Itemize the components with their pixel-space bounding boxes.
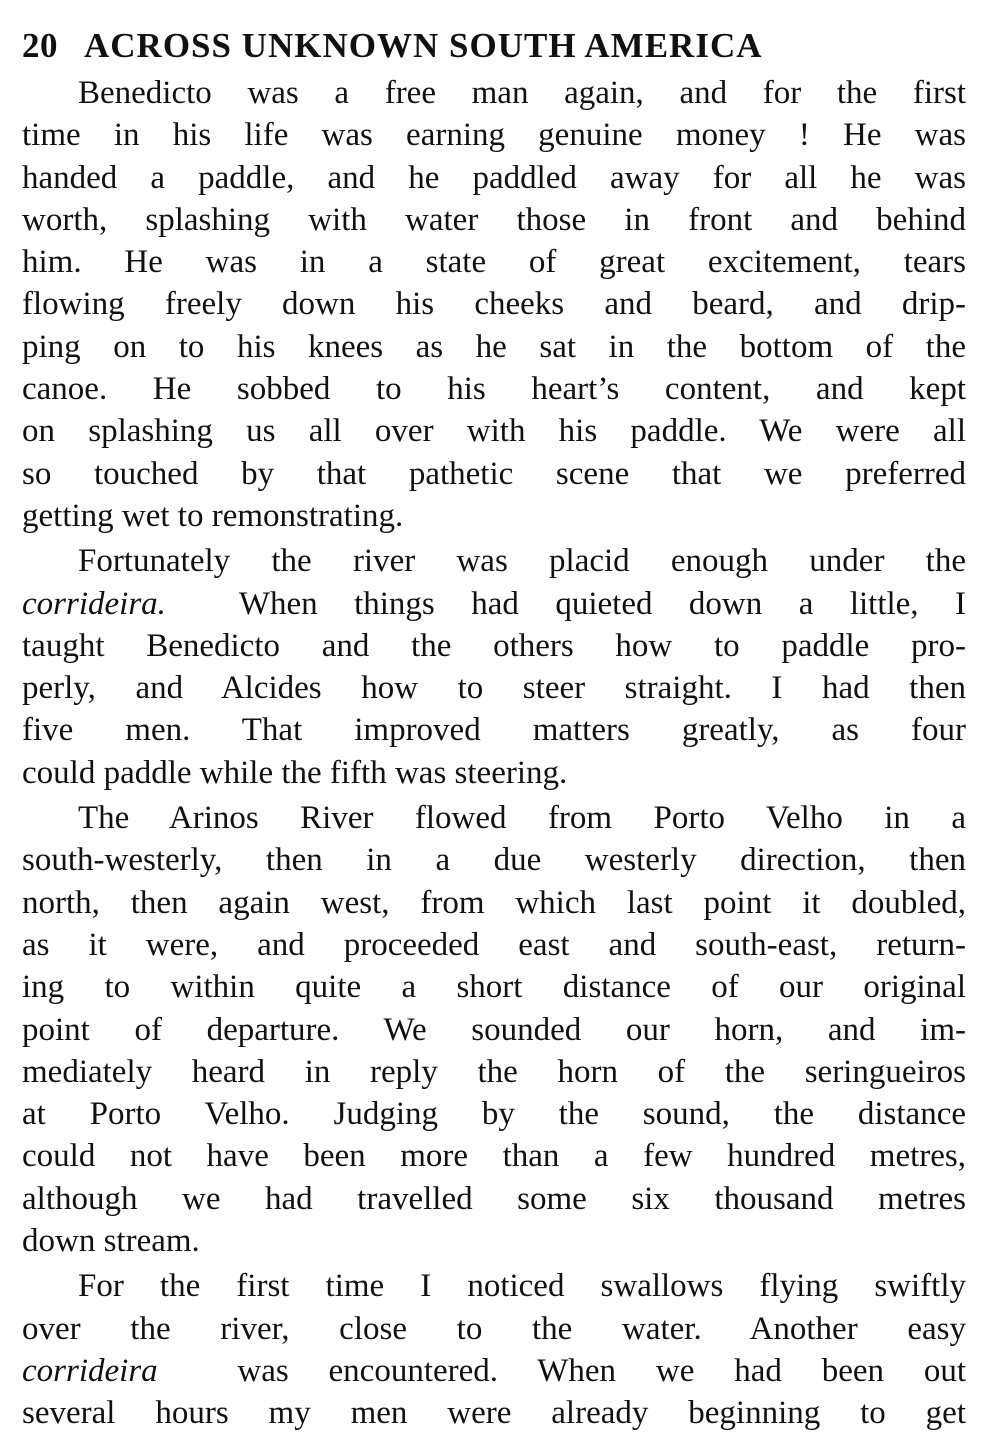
italic-term: corrideira. [22,585,166,622]
text-line: The Arinos River flowed from Porto Velho in a [78,800,966,837]
text-line: five men. That improved matters greatly, as four [22,712,966,749]
text-line: could not have been more than a few hundred metres, [22,1138,966,1175]
text-line: at Porto Velho. Judging by the sound, the distance [22,1096,966,1133]
paragraph-2 [22,540,966,794]
text-line: as it were, and proceeded east and south-east, return- [22,926,966,963]
text-line: over the river, close to the water. Another easy [22,1310,966,1347]
text-line: south-westerly, then in a due westerly direction, then [22,842,966,879]
text-line: point of departure. We sounded our horn, and im- [22,1011,966,1048]
page-number: 20 [22,26,58,65]
text-line: getting wet to remonstrating. [22,497,404,534]
text-line: ping on to his knees as he sat in the bottom of the [22,328,966,365]
text-fragment: When things had quieted down a little, I [238,585,966,622]
text-line: down stream. [22,1223,200,1260]
text-line: so touched by that pathetic scene that we preferred [22,455,966,492]
text-line: Fortunately the river was placid enough under the [78,543,966,580]
running-head [22,20,966,72]
text-line: handed a paddle, and he paddled away for all he was [22,159,966,196]
text-line: taught Benedicto and the others how to paddle pro- [22,627,966,664]
text-line: although we had travelled some six thousand metres [22,1180,966,1217]
paragraph-4 [22,1265,966,1434]
running-title: ACROSS UNKNOWN SOUTH AMERICA [84,26,763,65]
paragraph-3 [22,797,966,1262]
text-line: mediately heard in reply the horn of the seringueiros [22,1053,966,1090]
paragraph-1 [22,72,966,537]
text-line: time in his life was earning genuine money ! He was [22,117,966,154]
text-line: For the first time I noticed swallows flying swiftly [78,1268,966,1305]
text-line: on splashing us all over with his paddle. We were all [22,413,966,450]
text-line: ing to within quite a short distance of our original [22,969,966,1006]
text-line: Benedicto was a free man again, and for the first [78,75,966,111]
text-line: north, then again west, from which last point it doubled, [22,884,966,921]
text-line: flowing freely down his cheeks and beard, and drip- [22,286,966,323]
book-page [22,20,966,1438]
text-line: several hours my men were already beginning to get [22,1395,966,1432]
text-line: worth, splashing with water those in front and behind [22,201,966,238]
italic-term: corrideira [22,1352,158,1389]
text-line: canoe. He sobbed to his heart’s content, and kept [22,371,966,408]
text-line: him. He was in a state of great excitement, tears [22,244,966,281]
text-fragment: was encountered. When we had been out [237,1352,967,1389]
text-line: perly, and Alcides how to steer straight. I had then [22,670,966,707]
text-line [22,583,966,625]
text-line [22,1350,966,1392]
text-line: could paddle while the fifth was steering. [22,754,568,791]
